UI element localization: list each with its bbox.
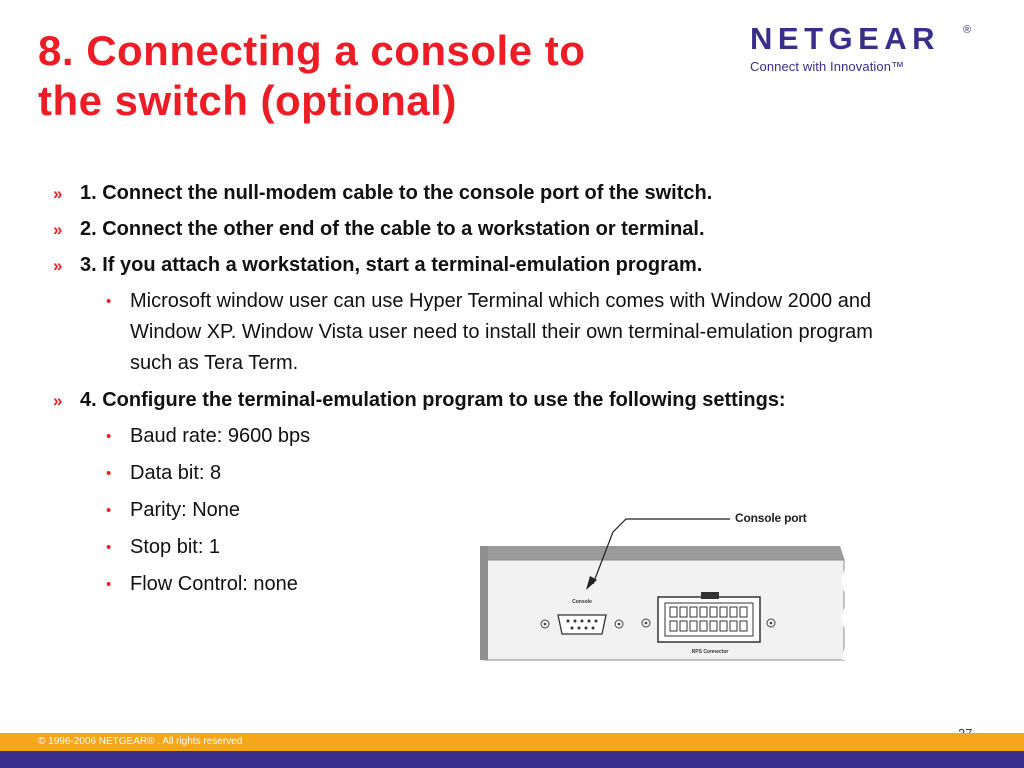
panel-left-edge xyxy=(480,546,488,660)
slide-title xyxy=(38,26,728,126)
rps-pin xyxy=(710,621,717,631)
step-4-text: 4. Configure the terminal-emulation program to use the following settings: xyxy=(80,389,786,411)
setting-flow-control: Flow Control: none xyxy=(130,573,298,595)
rps-pin xyxy=(670,607,677,617)
step-2-text: 2. Connect the other end of the cable to a workstation or terminal. xyxy=(80,218,705,240)
sub-bullet-marker: • xyxy=(106,502,112,519)
rps-pin xyxy=(740,607,747,617)
rps-pin xyxy=(690,621,697,631)
console-port-label: Console xyxy=(572,599,592,605)
rps-pin xyxy=(740,621,747,631)
screw-left-center xyxy=(544,623,547,626)
step-1-text: 1. Connect the null-modem cable to the console port of the switch. xyxy=(80,182,713,204)
port-pin xyxy=(581,620,584,623)
port-pin xyxy=(588,620,591,623)
step-3-text: 3. If you attach a workstation, start a terminal-emulation program. xyxy=(80,254,703,276)
step-4 xyxy=(48,385,890,416)
sub-bullet-marker: • xyxy=(106,293,112,310)
rps-latch xyxy=(701,592,719,599)
bullet-marker: » xyxy=(53,220,63,239)
rps-screw-left-center xyxy=(645,622,648,625)
sub-bullet-marker: • xyxy=(106,539,112,556)
port-pin xyxy=(567,620,570,623)
switch-panel-illustration xyxy=(478,504,850,662)
sub-bullet-marker: • xyxy=(106,428,112,445)
rps-screw-right-center xyxy=(770,622,773,625)
netgear-logo xyxy=(750,22,990,82)
rps-pin xyxy=(720,607,727,617)
step-3-subitem-text: Microsoft window user can use Hyper Terminal which comes with Window 2000 and Window XP. Window Vista user need to install their own terminal-emulation program such as Tera Term. xyxy=(130,290,873,374)
rps-pin xyxy=(730,621,737,631)
rps-connector-label: RPS Connector xyxy=(691,649,729,655)
step-3 xyxy=(48,250,948,281)
rps-pin xyxy=(690,607,697,617)
step-2 xyxy=(48,214,948,245)
setting-item xyxy=(48,421,948,452)
console-port-callout: Console port xyxy=(735,511,807,525)
setting-baud-rate: Baud rate: 9600 bps xyxy=(130,425,311,447)
port-pin xyxy=(592,627,595,630)
bullet-marker: » xyxy=(53,256,63,275)
logo-wordmark: NETGEAR xyxy=(750,21,941,56)
step-1 xyxy=(48,178,948,209)
port-pin xyxy=(585,627,588,630)
console-db9-port xyxy=(558,615,606,634)
rps-pin xyxy=(710,607,717,617)
port-pin xyxy=(571,627,574,630)
console-port-figure xyxy=(478,504,850,662)
title-line-2: the switch (optional) xyxy=(38,77,457,124)
panel-top-edge xyxy=(480,546,846,560)
step-3-subitem xyxy=(48,286,900,379)
bullet-marker: » xyxy=(53,184,63,203)
sub-bullet-marker: • xyxy=(106,576,112,593)
setting-parity: Parity: None xyxy=(130,499,241,521)
setting-data-bit: Data bit: 8 xyxy=(130,462,222,484)
rps-pin xyxy=(700,621,707,631)
setting-item xyxy=(48,458,948,489)
port-pin xyxy=(574,620,577,623)
bullet-marker: » xyxy=(53,391,63,410)
rps-pin xyxy=(720,621,727,631)
rps-pin xyxy=(680,607,687,617)
rps-pin xyxy=(730,607,737,617)
port-pin xyxy=(595,620,598,623)
logo-registered-mark: ® xyxy=(963,24,972,36)
port-pin xyxy=(578,627,581,630)
copyright-text: © 1996-2006 NETGEAR® . All rights reserved xyxy=(38,736,243,747)
rps-pin xyxy=(700,607,707,617)
screw-right-center xyxy=(618,623,621,626)
footer-purple-bar xyxy=(0,751,1024,768)
logo-tagline: Connect with Innovation™ xyxy=(750,59,905,74)
title-line-1: 8. Connecting a console to xyxy=(38,27,586,74)
setting-stop-bit: Stop bit: 1 xyxy=(130,536,221,558)
sub-bullet-marker: • xyxy=(106,465,112,482)
rps-pin xyxy=(670,621,677,631)
rps-pin xyxy=(680,621,687,631)
